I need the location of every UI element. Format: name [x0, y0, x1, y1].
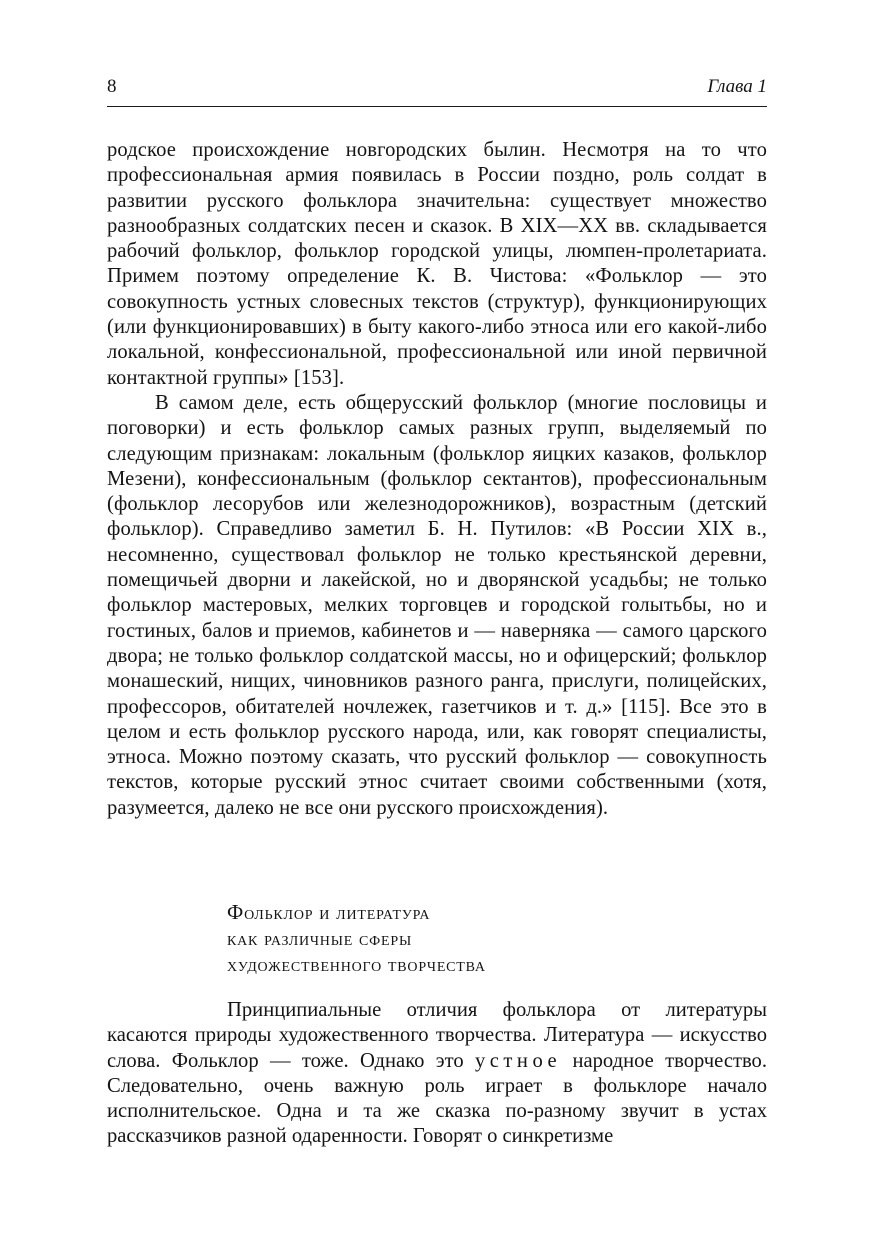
paragraph: родское происхождение новгородских былин. Несмотря на то что профессиональная армия появилась в России поздно, роль солдат в развитии русского фольклора значительна: существует множество разнообразных солдатских песен и сказок. В XIX—XX вв. складывается рабочий фольклор, фольклор городской улицы, люмпен-пролетариата. Примем поэтому определение К. В. Чистова: «Фольклор — это совокупность устных словесных текстов (структур), функционирующих (или функционировавших) в быту какого-либо этноса или его какой-либо локальной, конфессиональной, профессиональной или иной первичной контактной группы» [153].	[107, 139, 767, 389]
header-rule	[107, 106, 767, 107]
heading-line: Фольклор и литература	[227, 902, 431, 924]
text-run: народное творчество. Следовательно, очень важную роль играет в фольклоре начало исполнительское. Одна и та же сказка по-разному звучит в устах рассказчиков разной одаренности. Говорят о синкретизме	[107, 1049, 767, 1148]
paragraph: В самом деле, есть общерусский фольклор (многие пословицы и поговорки) и есть фольклор самых разных групп, выделяемый по следующим признакам: локальным (фольклор яицких казаков, фольклор Мезени), конфессиональным (фольклор сектантов), профессиональным (фольклор лесорубов или железнодорожников), возрастным (детский фольклор). Справедливо заметил Б. Н. Путилов: «В России XIX в., несомненно, существовал фольклор не только крестьянской деревни, помещичьей дворни и лакейской, но и дворянской усадьбы; не только фольклор мастеровых, мелких торговцев и городской голытьбы, но и гостиных, балов и приемов, кабинетов и — наверняка — самого царского двора; не только фольклор солдатской массы, но и офицерский; фольклор монашеский, нищих, чиновников разного ранга, прислуги, полицейских, профессоров, обитателей ночлежек, газетчиков и т. д.» [115]. Все это в целом и есть фольклор русского народа, или, как говорят специалисты, этноса. Можно поэтому сказать, что русский фольклор — совокупность текстов, которые русский этнос считает своими собственными (хотя, разумеется, далеко не все они русского происхождения).	[107, 391, 767, 819]
section-text	[107, 998, 767, 1150]
heading-line: как различные сферы	[227, 928, 412, 950]
main-text	[107, 138, 767, 821]
text-run: Принципиальные отличия фольклора от литературы касаются природы художественного творчества. Литература — искусство слова. Фольклор — тоже. Однако это	[107, 999, 767, 1072]
paragraph	[107, 998, 767, 1150]
page-number: 8	[107, 76, 117, 97]
running-header	[107, 76, 767, 102]
heading-line: художественного творчества	[227, 954, 486, 976]
emphasized-word: устное	[474, 1049, 562, 1072]
section-heading	[227, 900, 747, 978]
chapter-title: Глава 1	[707, 76, 767, 97]
